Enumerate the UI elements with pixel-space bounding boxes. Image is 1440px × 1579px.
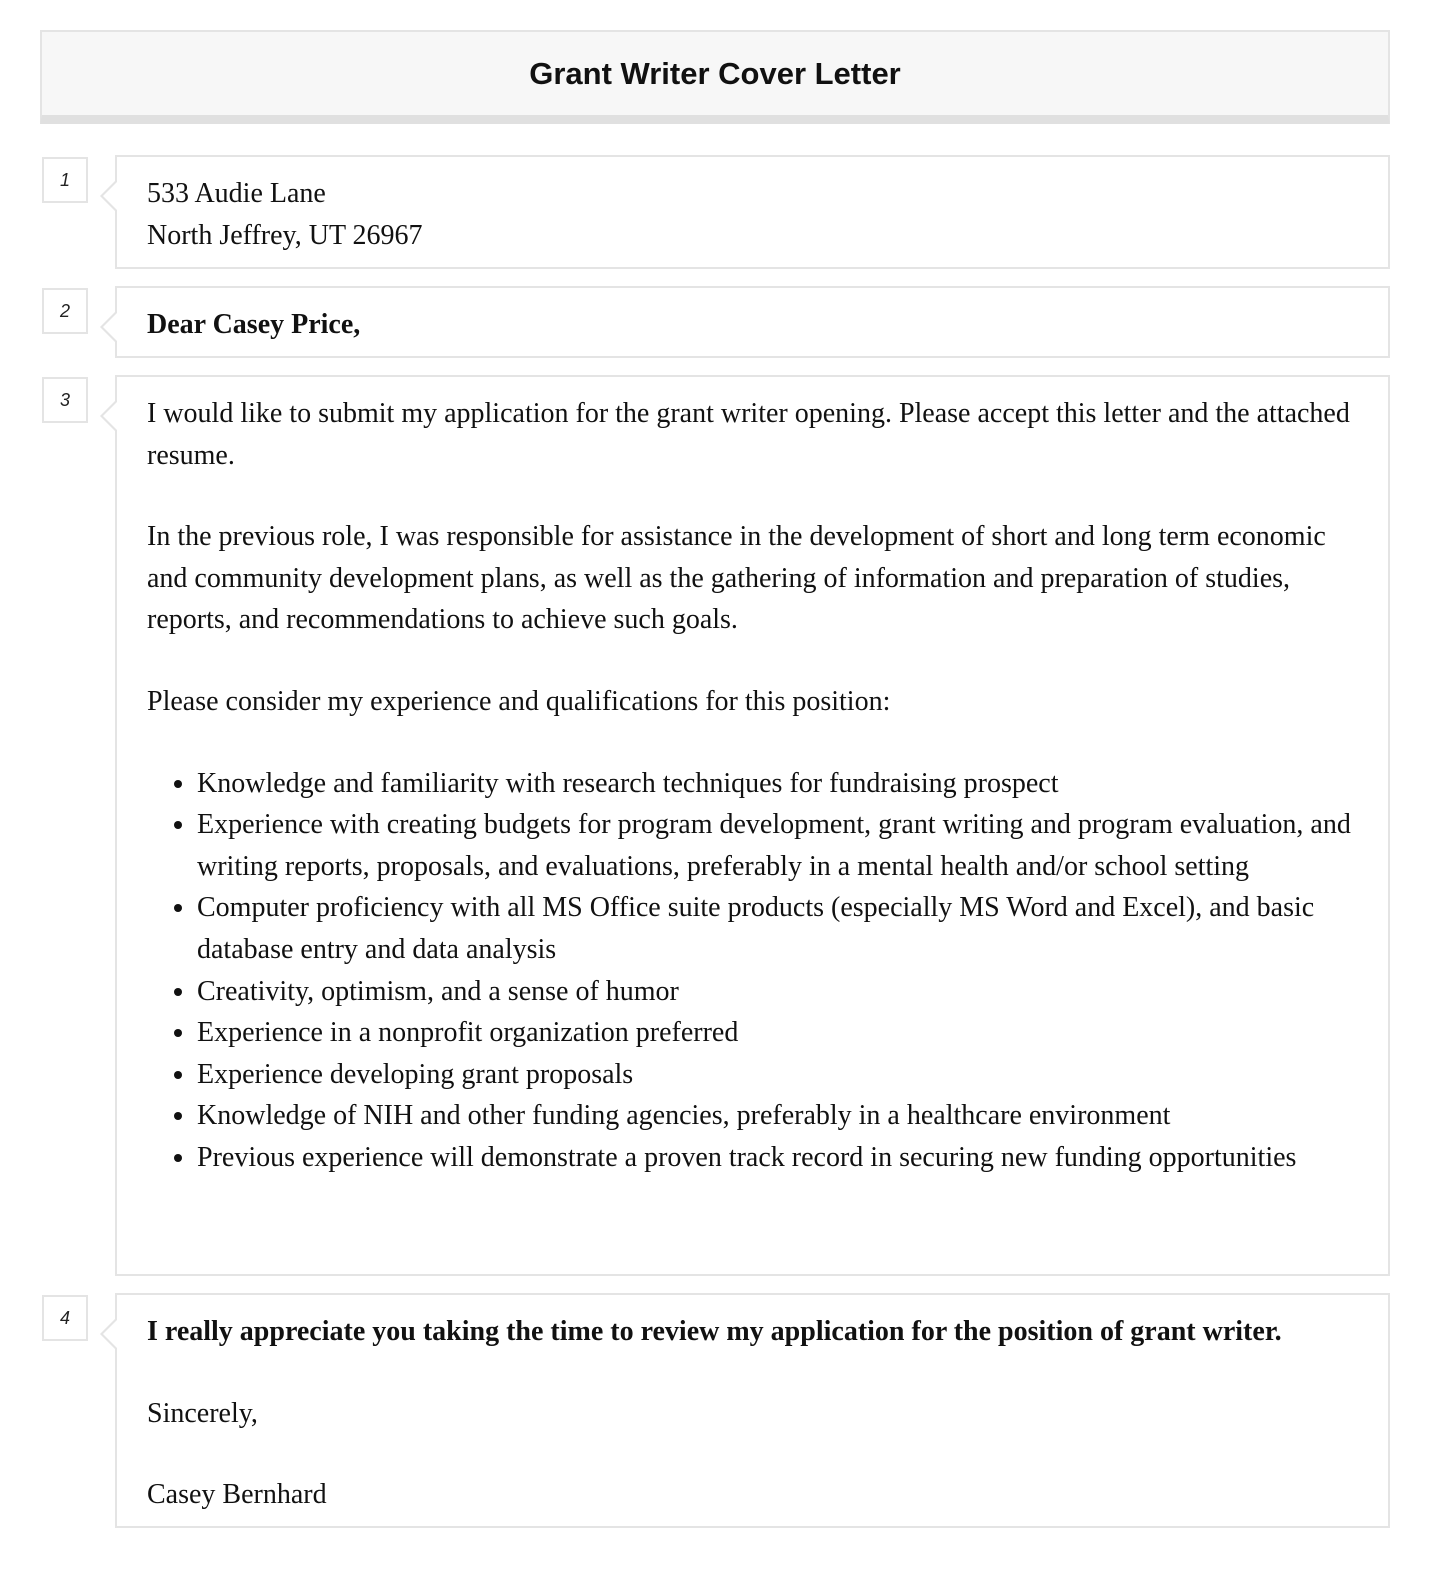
- address-line-1: 533 Audie Lane: [147, 178, 326, 209]
- section-number-badge: 2: [42, 288, 88, 334]
- list-item: Knowledge and familiarity with research techniques for fundraising prospect: [197, 763, 1358, 805]
- list-item: Creativity, optimism, and a sense of humor: [197, 971, 1358, 1013]
- section-number-badge: 3: [42, 377, 88, 423]
- section-number-badge: 4: [42, 1295, 88, 1341]
- address-panel: [115, 155, 1390, 269]
- list-item: Experience developing grant proposals: [197, 1054, 1358, 1096]
- page-title: Grant Writer Cover Letter: [529, 56, 901, 91]
- salutation: Dear Casey Price,: [147, 309, 361, 340]
- signature-name: Casey Bernhard: [147, 1479, 327, 1511]
- body-panel: [115, 375, 1390, 1276]
- list-item: Knowledge of NIH and other funding agencies, preferably in a healthcare environment: [197, 1095, 1358, 1137]
- closing-panel: [115, 1293, 1390, 1528]
- section-number-badge: 1: [42, 157, 88, 203]
- list-item: Experience with creating budgets for program development, grant writing and program evaluation, and writing reports, proposals, and evaluations, preferably in a mental health and/or school setting: [197, 804, 1358, 887]
- address-line-2: North Jeffrey, UT 26967: [147, 219, 423, 251]
- experience-paragraph: In the previous role, I was responsible for assistance in the development of short and long term economic and community development plans, as well as the gathering of information and preparation of studies, reports, and recommendations to achieve such goals.: [147, 521, 1326, 636]
- document-header: [40, 30, 1390, 124]
- sign-off: Sincerely,: [147, 1397, 258, 1429]
- qualifications-list: [147, 763, 1358, 1179]
- list-item: Computer proficiency with all MS Office suite products (especially MS Word and Excel), and basic database entry and data analysis: [197, 887, 1358, 970]
- salutation-panel: [115, 286, 1390, 358]
- list-item: Experience in a nonprofit organization preferred: [197, 1012, 1358, 1054]
- intro-paragraph: I would like to submit my application for the grant writer opening. Please accept this letter and the attached resume.: [147, 398, 1350, 471]
- qualifications-intro: Please consider my experience and qualifications for this position:: [147, 685, 891, 717]
- list-item: Previous experience will demonstrate a proven track record in securing new funding opportunities: [197, 1137, 1358, 1179]
- closing-statement: I really appreciate you taking the time to review my application for the position of grant writer.: [147, 1316, 1282, 1347]
